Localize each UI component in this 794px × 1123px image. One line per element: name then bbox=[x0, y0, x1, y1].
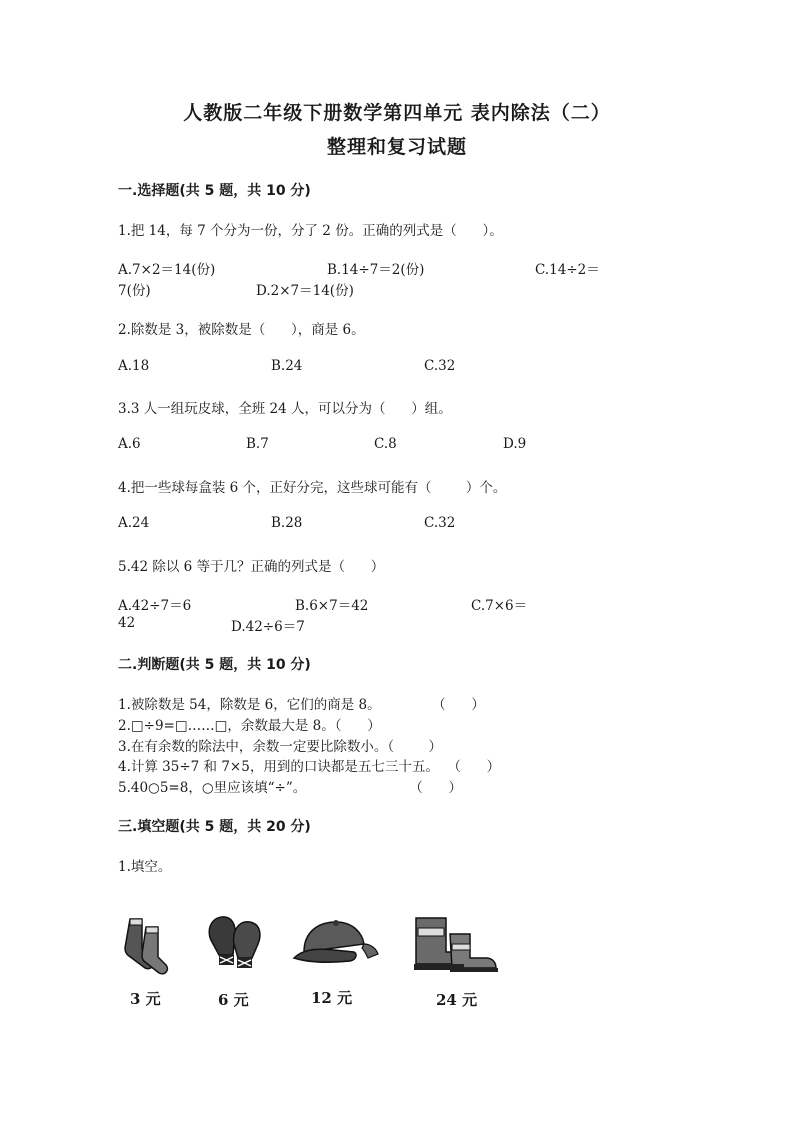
question-1-text: 1.把 14，每 7 个分为一份，分了 2 份。正确的列式是（ ）。 bbox=[118, 223, 503, 239]
page-title: 人教版二年级下册数学第四单元 表内除法（二） bbox=[183, 102, 611, 124]
boots-icon bbox=[408, 912, 504, 974]
q3-option-d: D.9 bbox=[503, 436, 527, 452]
section-heading-choice: 一.选择题(共 5 题，共 10 分) bbox=[118, 183, 311, 199]
q2-option-a: A.18 bbox=[118, 358, 150, 374]
question-2-text: 2.除数是 3，被除数是（ ），商是 6。 bbox=[118, 322, 365, 338]
q5-option-c-cont: 42 bbox=[118, 615, 136, 631]
judgment-item-3: 3.在有余数的除法中，余数一定要比除数小。（ ） bbox=[118, 739, 442, 755]
judgment-item-2: 2.□÷9=□……□，余数最大是 8。（ ） bbox=[118, 718, 381, 734]
price-boots: 24 元 bbox=[436, 991, 478, 1009]
q5-option-a: A.42÷7＝6 bbox=[118, 598, 192, 614]
q5-option-b: B.6×7＝42 bbox=[295, 598, 369, 614]
mittens-icon bbox=[204, 912, 266, 976]
price-socks: 3 元 bbox=[130, 990, 161, 1008]
q3-option-b: B.7 bbox=[246, 436, 269, 452]
q1-option-b: B.14÷7＝2(份) bbox=[327, 262, 425, 278]
question-4-text: 4.把一些球每盒装 6 个，正好分完，这些球可能有（ ）个。 bbox=[118, 480, 507, 496]
page-subtitle: 整理和复习试题 bbox=[326, 136, 467, 158]
price-cap: 12 元 bbox=[311, 989, 353, 1007]
q5-option-c: C.7×6＝ bbox=[471, 598, 528, 614]
q4-option-b: B.28 bbox=[271, 515, 303, 531]
question-5-text: 5.42 除以 6 等于几？正确的列式是（ ） bbox=[118, 559, 385, 575]
q2-option-b: B.24 bbox=[271, 358, 303, 374]
price-mittens: 6 元 bbox=[218, 991, 249, 1009]
q1-option-c-cont: 7(份) bbox=[118, 283, 151, 299]
q3-option-a: A.6 bbox=[118, 436, 141, 452]
q3-option-c: C.8 bbox=[374, 436, 397, 452]
q1-option-d: D.2×7＝14(份) bbox=[256, 283, 354, 299]
q1-option-c: C.14÷2＝ bbox=[535, 262, 600, 278]
q5-option-d: D.42÷6＝7 bbox=[231, 619, 305, 635]
section-heading-fill: 三.填空题(共 5 题，共 20 分) bbox=[118, 819, 311, 835]
q4-option-c: C.32 bbox=[424, 515, 456, 531]
section-heading-judgment: 二.判断题(共 5 题，共 10 分) bbox=[118, 657, 311, 673]
q1-option-a: A.7×2＝14(份) bbox=[118, 262, 216, 278]
judgment-item-1: 1.被除数是 54，除数是 6，它们的商是 8。 （ ） bbox=[118, 697, 485, 713]
cap-icon bbox=[290, 918, 382, 970]
question-3-text: 3.3 人一组玩皮球，全班 24 人，可以分为（ ）组。 bbox=[118, 401, 452, 417]
fill-question-1-text: 1.填空。 bbox=[118, 859, 172, 875]
judgment-item-5: 5.40○5=8，○里应该填“÷”。 （ ） bbox=[118, 780, 462, 796]
q4-option-a: A.24 bbox=[118, 515, 150, 531]
q2-option-c: C.32 bbox=[424, 358, 456, 374]
judgment-item-4: 4.计算 35÷7 和 7×5，用到的口诀都是五七三十五。 （ ） bbox=[118, 759, 501, 775]
socks-icon bbox=[120, 915, 172, 977]
